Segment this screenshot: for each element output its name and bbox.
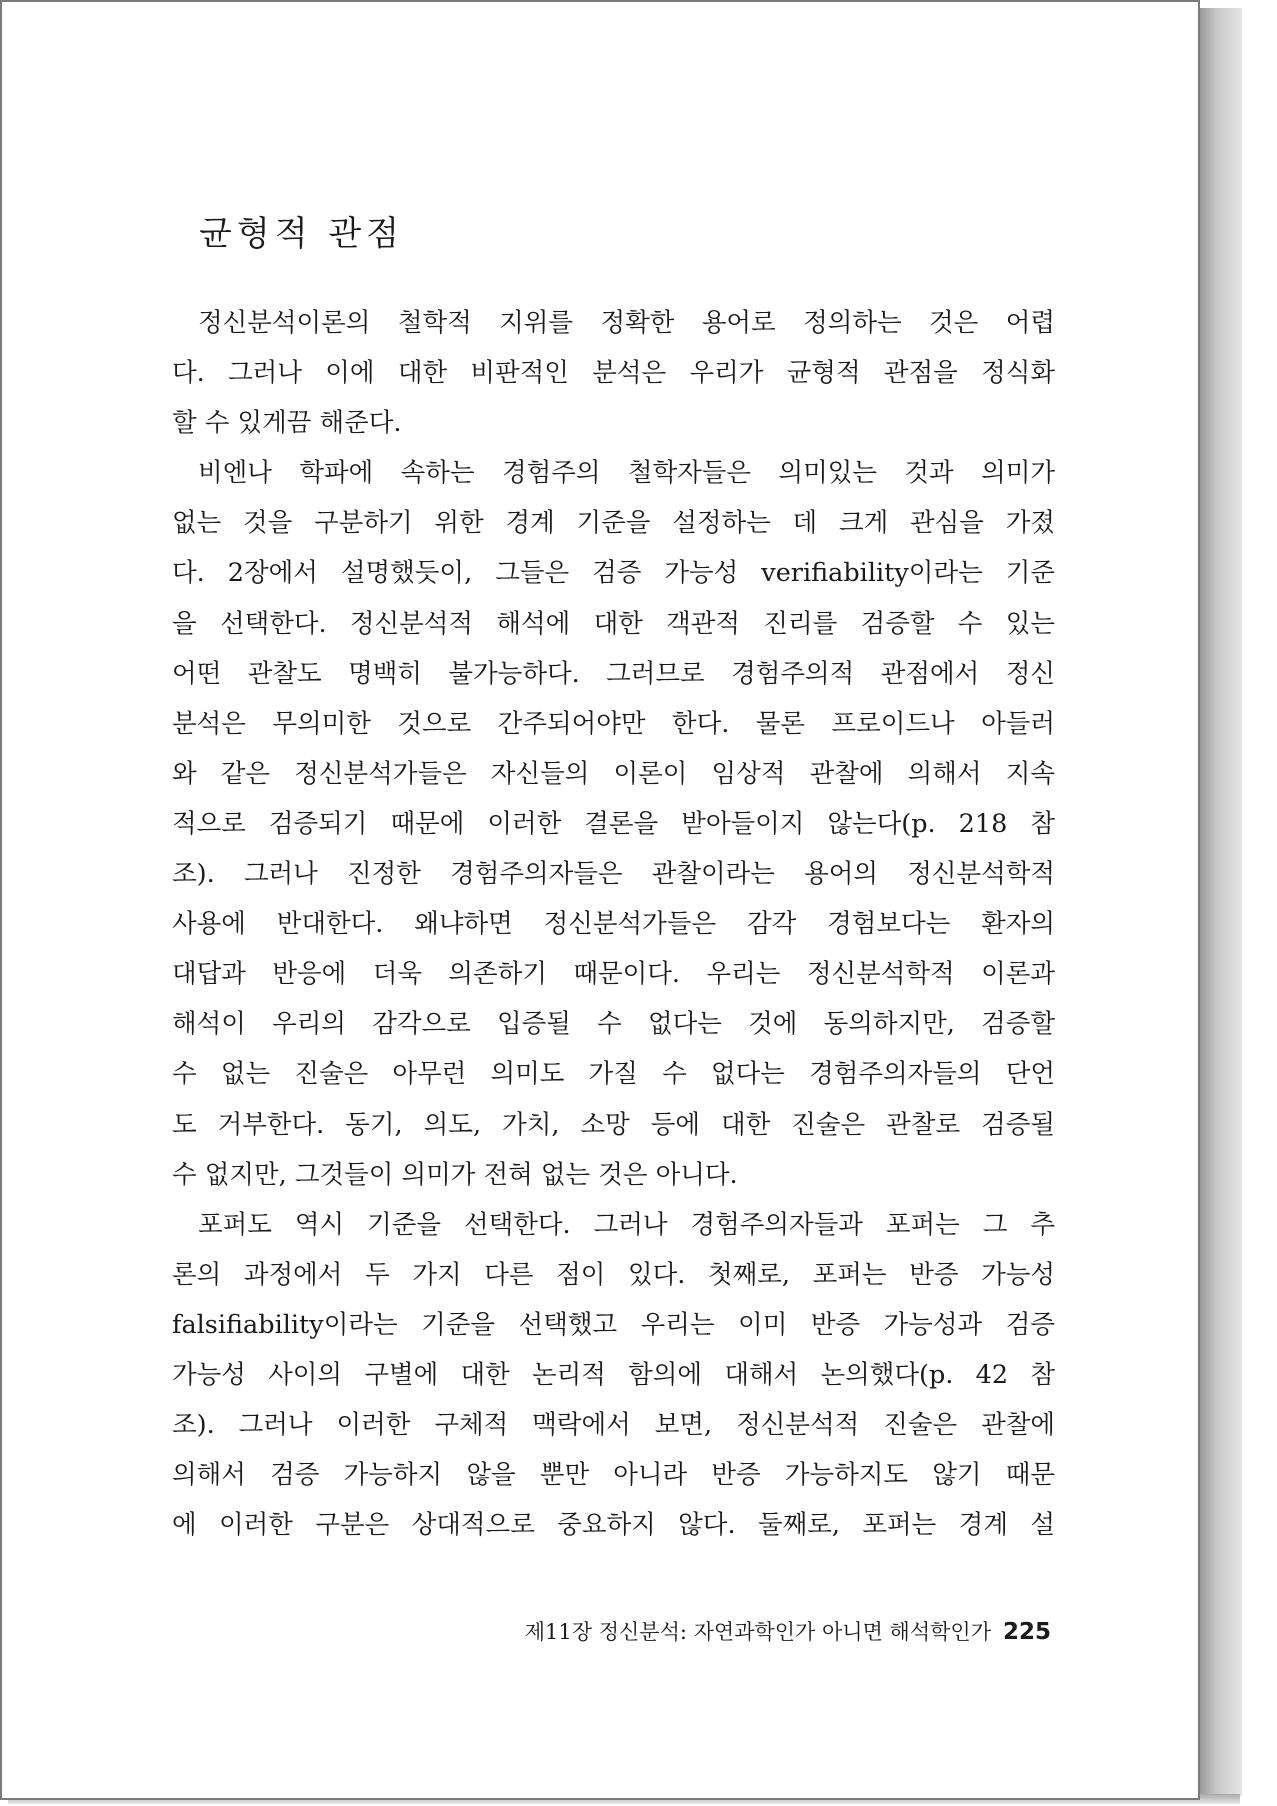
text-line: 사용에 반대한다. 왜냐하면 정신분석가들은 감각 경험보다는 환자의 bbox=[172, 909, 1055, 940]
text-line: 비엔나 학파에 속하는 경험주의 철학자들은 의미있는 것과 의미가 bbox=[198, 458, 1055, 489]
running-title: 제11장 정신분석: 자연과학인가 아니면 해석학인가 bbox=[524, 1620, 991, 1644]
text-line: 정신분석이론의 철학적 지위를 정확한 용어로 정의하는 것은 어렵 bbox=[198, 308, 1055, 338]
text-line: 적으로 검증되기 때문에 이러한 결론을 받아들이지 않는다(p. 218 참 bbox=[172, 808, 1055, 839]
text-line: 할 수 있게끔 해준다. bbox=[172, 408, 402, 439]
text-line: 의해서 검증 가능하지 않을 뿐만 아니라 반증 가능하지도 않기 때문 bbox=[172, 1460, 1055, 1491]
text-line: 수 없는 진술은 아무런 의미도 가질 수 없다는 경험주의자들의 단언 bbox=[172, 1059, 1055, 1090]
text-line: 에 이러한 구분은 상대적으로 중요하지 않다. 둘째로, 포퍼는 경계 설 bbox=[172, 1510, 1055, 1541]
text-line: 도 거부한다. 동기, 의도, 가치, 소망 등에 대한 진술은 관찰로 검증될 bbox=[172, 1109, 1055, 1140]
paragraph bbox=[172, 1200, 1055, 1551]
section-heading: 균형적 관점 bbox=[199, 214, 405, 254]
page-number: 225 bbox=[1002, 1619, 1051, 1645]
paragraph bbox=[172, 448, 1055, 1199]
text-line: 수 없지만, 그것들이 의미가 전혀 없는 것은 아니다. bbox=[172, 1159, 738, 1190]
text-line: 조). 그러나 진정한 경험주의자들은 관찰이라는 용어의 정신분석학적 bbox=[172, 859, 1055, 890]
text-line: 어떤 관찰도 명백히 불가능하다. 그러므로 경험주의적 관점에서 정신 bbox=[172, 658, 1055, 689]
body-text bbox=[172, 298, 1055, 1550]
text-line: 론의 과정에서 두 가지 다른 점이 있다. 첫째로, 포퍼는 반증 가능성 bbox=[172, 1259, 1055, 1290]
page-shadow-right bbox=[1200, 8, 1242, 1796]
text-line: 포퍼도 역시 기준을 선택한다. 그러나 경험주의자들과 포퍼는 그 추 bbox=[198, 1209, 1055, 1240]
text-line: falsifiability이라는 기준을 선택했고 우리는 이미 반증 가능성과 검증 bbox=[172, 1309, 1055, 1340]
text-line: 가능성 사이의 구별에 대한 논리적 함의에 대해서 논의했다(p. 42 참 bbox=[172, 1359, 1055, 1390]
text-line: 조). 그러나 이러한 구체적 맥락에서 보면, 정신분석적 진술은 관찰에 bbox=[172, 1410, 1055, 1441]
text-line: 해석이 우리의 감각으로 입증될 수 없다는 것에 동의하지만, 검증할 bbox=[172, 1009, 1055, 1040]
paragraph bbox=[172, 298, 1055, 448]
text-line: 와 같은 정신분석가들은 자신들의 이론이 임상적 관찰에 의해서 지속 bbox=[172, 758, 1055, 789]
text-line: 대답과 반응에 더욱 의존하기 때문이다. 우리는 정신분석학적 이론과 bbox=[172, 959, 1055, 990]
text-line: 다. 그러나 이에 대한 비판적인 분석은 우리가 균형적 관점을 정식화 bbox=[172, 358, 1055, 389]
text-line: 을 선택한다. 정신분석적 해석에 대한 객관적 진리를 검증할 수 있는 bbox=[172, 608, 1055, 639]
text-line: 분석은 무의미한 것으로 간주되어야만 한다. 물론 프로이드나 아들러 bbox=[172, 708, 1055, 739]
text-line: 다. 2장에서 설명했듯이, 그들은 검증 가능성 verifiability이라는 기준 bbox=[172, 558, 1055, 589]
running-footer bbox=[525, 1616, 1051, 1646]
text-line: 없는 것을 구분하기 위한 경계 기준을 설정하는 데 크게 관심을 가졌 bbox=[172, 508, 1055, 539]
